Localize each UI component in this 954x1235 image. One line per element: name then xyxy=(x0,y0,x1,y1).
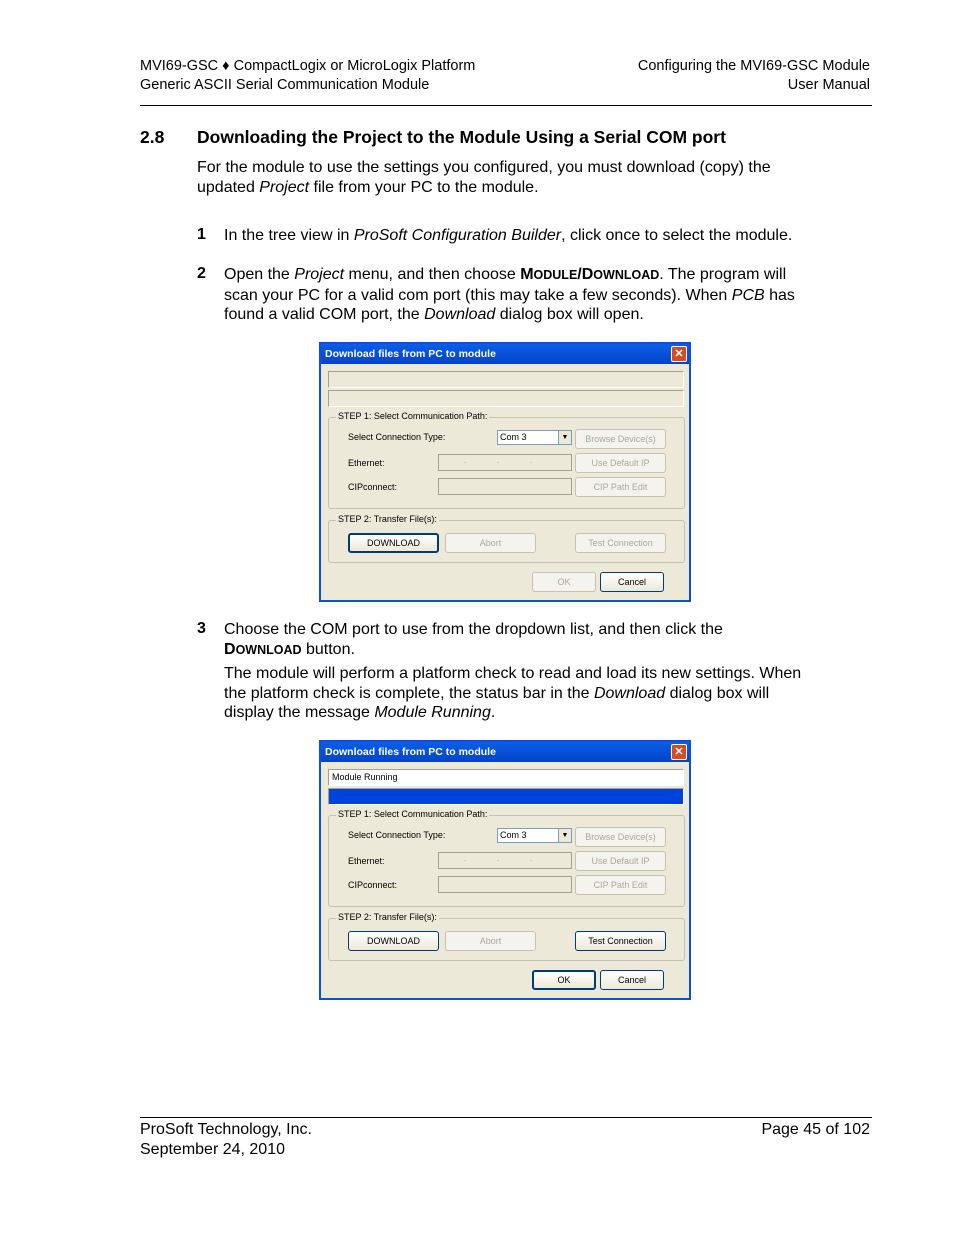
ethernet-ip-input[interactable]: . . . xyxy=(438,454,572,471)
dialog-title-bar xyxy=(321,344,689,364)
step3-number: 3 xyxy=(197,620,206,637)
cancel-button[interactable]: Cancel xyxy=(600,970,664,990)
step3-detail-a: The module will perform a platform check to read and load its new settings. When the platform check is complete, the status bar in the xyxy=(224,665,802,702)
footer-company: ProSoft Technology, Inc. xyxy=(140,1121,312,1138)
connection-type-select[interactable] xyxy=(497,828,572,843)
footer-date: September 24, 2010 xyxy=(140,1140,285,1158)
step2-project-term: Project xyxy=(294,266,345,283)
step2-download-term: Download xyxy=(424,306,496,323)
step3-module-running-term: Module Running xyxy=(374,704,491,721)
step2-text xyxy=(224,265,814,325)
abort-button[interactable]: Abort xyxy=(445,533,536,553)
use-default-ip-button[interactable]: Use Default IP xyxy=(575,453,666,473)
progress-bar xyxy=(328,390,684,407)
step2-text-e: dialog box will open. xyxy=(495,306,644,323)
step2-module-cap: M xyxy=(520,266,534,283)
download-dialog-complete xyxy=(319,740,691,1000)
status-field xyxy=(328,371,684,388)
step2-number: 2 xyxy=(197,265,206,282)
step2-text-c: . The program will scan your PC for a valid com port (this may take a few seconds). When xyxy=(224,266,787,304)
connection-type-value: Com 3 xyxy=(500,830,527,840)
connection-type-label: Select Connection Type: xyxy=(348,830,446,840)
download-dialog-initial xyxy=(319,342,691,602)
page-number: Page 45 of 102 xyxy=(761,1121,870,1138)
step2-group-label: STEP 2: Transfer File(s): xyxy=(338,912,437,922)
connection-type-label: Select Connection Type: xyxy=(348,432,446,442)
intro-paragraph xyxy=(197,158,827,197)
step1-group-label: STEP 1: Select Communication Path: xyxy=(338,809,488,819)
step2-group xyxy=(328,514,685,563)
connection-type-value: Com 3 xyxy=(500,432,527,442)
dialog-title: Download files from PC to module xyxy=(325,348,496,360)
header-manual: User Manual xyxy=(787,77,870,93)
status-field: Module Running xyxy=(328,769,684,786)
section-heading xyxy=(140,127,726,148)
step3-detail xyxy=(224,664,814,723)
footer-divider xyxy=(140,1117,872,1118)
step2-module-rest: ODULE xyxy=(533,268,578,282)
step1-pcb-term: ProSoft Configuration Builder xyxy=(353,227,562,244)
close-icon[interactable]: ✕ xyxy=(671,346,687,362)
header-chapter: Configuring the MVI69-GSC Module xyxy=(637,58,870,74)
abort-button[interactable]: Abort xyxy=(445,931,536,951)
download-button[interactable]: DOWNLOAD xyxy=(348,533,439,553)
step2-download-cap: D xyxy=(581,266,594,283)
step3-download-cap: D xyxy=(224,640,236,658)
progress-bar xyxy=(328,788,684,805)
step2-group-label: STEP 2: Transfer File(s): xyxy=(338,514,437,524)
step1-group xyxy=(328,809,685,907)
header-divider xyxy=(140,105,872,106)
step1-number: 1 xyxy=(197,226,206,243)
intro-project-term: Project xyxy=(259,178,310,196)
step1-text xyxy=(224,226,804,246)
cancel-button[interactable]: Cancel xyxy=(600,572,664,592)
cip-path-edit-button[interactable]: CIP Path Edit xyxy=(575,477,666,497)
browse-devices-button[interactable]: Browse Device(s) xyxy=(575,827,666,847)
section-title: Downloading the Project to the Module Using a Serial COM port xyxy=(197,127,726,147)
intro-text: For the module to use the settings you configured, you must download (copy) the updated xyxy=(197,159,771,196)
section-number: 2.8 xyxy=(140,127,165,147)
step3-text-a: Choose the COM port to use from the dropdown list, and then click the xyxy=(224,621,723,638)
cip-path-edit-button[interactable]: CIP Path Edit xyxy=(575,875,666,895)
page-header-right xyxy=(638,57,870,95)
page-footer-left xyxy=(140,1120,312,1159)
header-product-line: MVI69-GSC ♦ CompactLogix or MicroLogix Platform xyxy=(140,58,476,74)
connection-type-select[interactable] xyxy=(497,430,572,445)
intro-text-end: file from your PC to the module. xyxy=(309,178,539,196)
page-header-left xyxy=(140,57,475,95)
step3-text-b: button. xyxy=(301,640,355,658)
chevron-down-icon[interactable]: ▼ xyxy=(558,829,571,842)
browse-devices-button[interactable]: Browse Device(s) xyxy=(575,429,666,449)
cipconnect-input[interactable] xyxy=(438,478,572,495)
step1-text-b: , click once to select the module. xyxy=(561,227,793,244)
ethernet-ip-input[interactable]: . . . xyxy=(438,852,572,869)
header-module-line: Generic ASCII Serial Communication Module xyxy=(140,77,430,93)
cipconnect-input[interactable] xyxy=(438,876,572,893)
step2-text-d: has found a valid COM port, the xyxy=(224,286,795,323)
test-connection-button[interactable]: Test Connection xyxy=(575,533,666,553)
step2-group xyxy=(328,912,685,961)
ok-button[interactable]: OK xyxy=(532,572,596,592)
step1-text-a: In the tree view in xyxy=(224,227,354,244)
step1-group-label: STEP 1: Select Communication Path: xyxy=(338,411,488,421)
dialog-title-bar xyxy=(321,742,689,762)
step3-detail-c: . xyxy=(490,704,496,721)
chevron-down-icon[interactable]: ▼ xyxy=(558,431,571,444)
download-button[interactable]: DOWNLOAD xyxy=(348,931,439,951)
step2-pcb-term: PCB xyxy=(731,286,765,304)
ethernet-label: Ethernet: xyxy=(348,856,385,866)
step3-download-term: Download xyxy=(593,684,666,702)
step3-text xyxy=(224,620,804,660)
close-icon[interactable]: ✕ xyxy=(671,744,687,760)
step2-text-a: Open the xyxy=(224,266,295,283)
step3-detail-b: dialog box will display the message xyxy=(224,684,770,721)
step2-text-b: menu, and then choose xyxy=(344,266,521,283)
step3-download-rest: OWNLOAD xyxy=(235,642,302,657)
step2-download-rest: OWNLOAD xyxy=(593,268,660,282)
cipconnect-label: CIPconnect: xyxy=(348,482,398,492)
ethernet-label: Ethernet: xyxy=(348,458,385,468)
dialog-title: Download files from PC to module xyxy=(325,746,496,758)
cipconnect-label: CIPconnect: xyxy=(348,880,398,890)
step1-group xyxy=(328,411,685,509)
step2-slash: / xyxy=(577,266,582,283)
use-default-ip-button[interactable]: Use Default IP xyxy=(575,851,666,871)
test-connection-button[interactable]: Test Connection xyxy=(575,931,666,951)
ok-button[interactable]: OK xyxy=(532,970,596,990)
